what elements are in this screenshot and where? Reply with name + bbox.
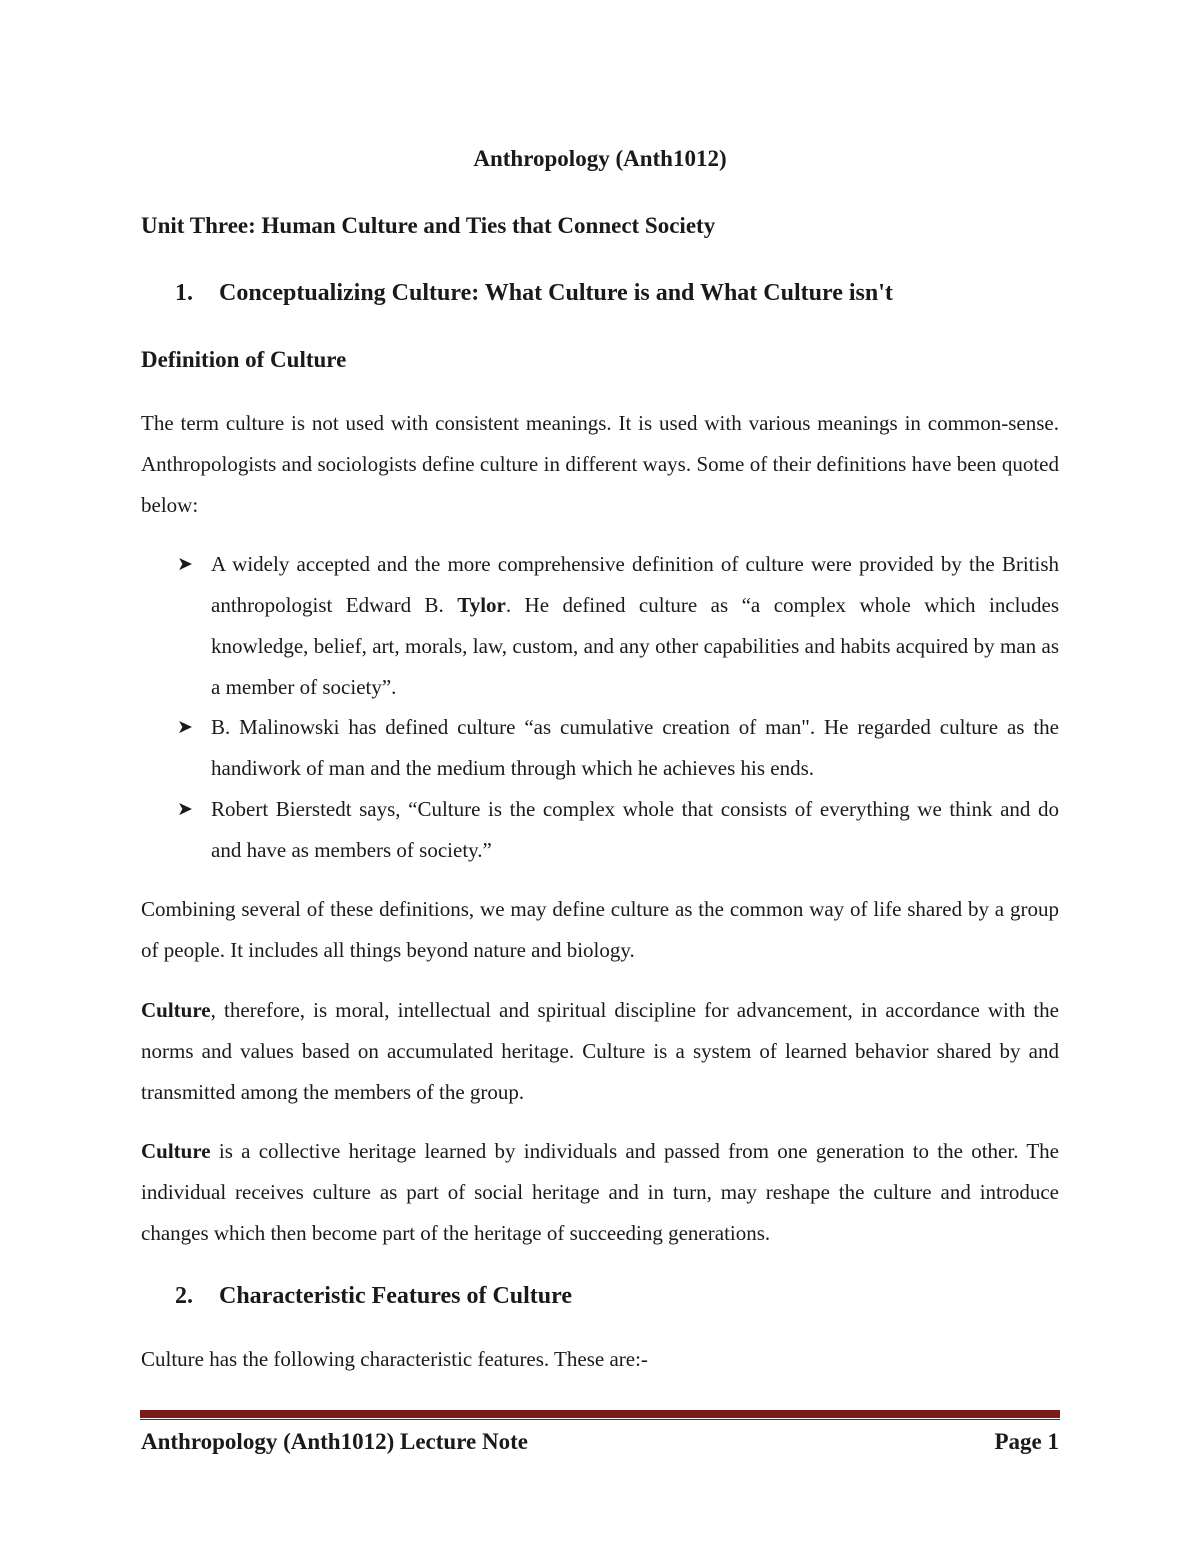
intro-paragraph: The term culture is not used with consistent meanings. It is used with various meanings in common-sense. Anthropologists and sociologists define culture in different ways. Some of their definitions have been quoted below:: [141, 411, 1059, 517]
culture-bold-term: Culture: [141, 998, 211, 1022]
section-1-number: 1.: [175, 280, 193, 306]
section-2-title: Characteristic Features of Culture: [219, 1283, 573, 1309]
culture-heritage-text: is a collective heritage learned by individuals and passed from one generation to the other. The individual receives culture as part of social heritage and in turn, may reshape the culture and introduce changes which then become part of the heritage of succeeding generations.: [141, 1139, 1059, 1245]
features-intro: Culture has the following characteristic features. These are:-: [141, 1347, 648, 1371]
bullet-text: Robert Bierstedt says, “Culture is the complex whole that consists of everything we think and do and have as members of society.”: [211, 797, 1059, 862]
section-2-heading: [175, 1276, 572, 1316]
section-1-title: Conceptualizing Culture: What Culture is and What Culture isn't: [219, 280, 893, 306]
footer-rule-thin: [140, 1419, 1060, 1420]
definition-heading: Definition of Culture: [141, 347, 347, 372]
unit-heading: Unit Three: Human Culture and Ties that Connect Society: [141, 213, 716, 238]
culture-moral-text: , therefore, is moral, intellectual and spiritual discipline for advancement, in accordance with the norms and values based on accumulated heritage. Culture is a system of learned behavior shared by and transmitted among the members of the group.: [141, 998, 1059, 1104]
arrow-bullet-icon: ➤: [177, 799, 193, 820]
culture-moral-paragraph: [141, 990, 1059, 1113]
section-2-number: 2.: [175, 1283, 193, 1309]
culture-bold-term: Culture: [141, 1139, 211, 1163]
bullet-bold-name: Tylor: [457, 593, 506, 617]
bullet-text: B. Malinowski has defined culture “as cumulative creation of man". He regarded culture as the handiwork of man and the medium through which he achieves his ends.: [211, 715, 1059, 780]
footer-rule: [140, 1410, 1060, 1418]
bullet-text: [211, 544, 1059, 708]
bullet-text-end: . He defined culture as “a complex whole which includes knowledge, belief, art, morals, law, custom, and any other capabilities and habits acquired by man as a member of society”.: [211, 593, 1059, 699]
combining-paragraph: Combining several of these definitions, we may define culture as the common way of life shared by a group of people. It includes all things beyond nature and biology.: [141, 897, 1059, 962]
page-number: Page 1: [994, 1429, 1059, 1454]
arrow-bullet-icon: ➤: [177, 554, 193, 575]
section-1-heading: [175, 273, 893, 313]
footer-title: Anthropology (Anth1012) Lecture Note: [141, 1429, 528, 1454]
arrow-bullet-icon: ➤: [177, 717, 193, 738]
culture-heritage-paragraph: [141, 1131, 1059, 1254]
bullet-text-start: A widely accepted and the more comprehensive definition of culture were provided by the British anthropologist Edward B.: [211, 552, 1059, 617]
document-title: Anthropology (Anth1012): [473, 146, 727, 171]
